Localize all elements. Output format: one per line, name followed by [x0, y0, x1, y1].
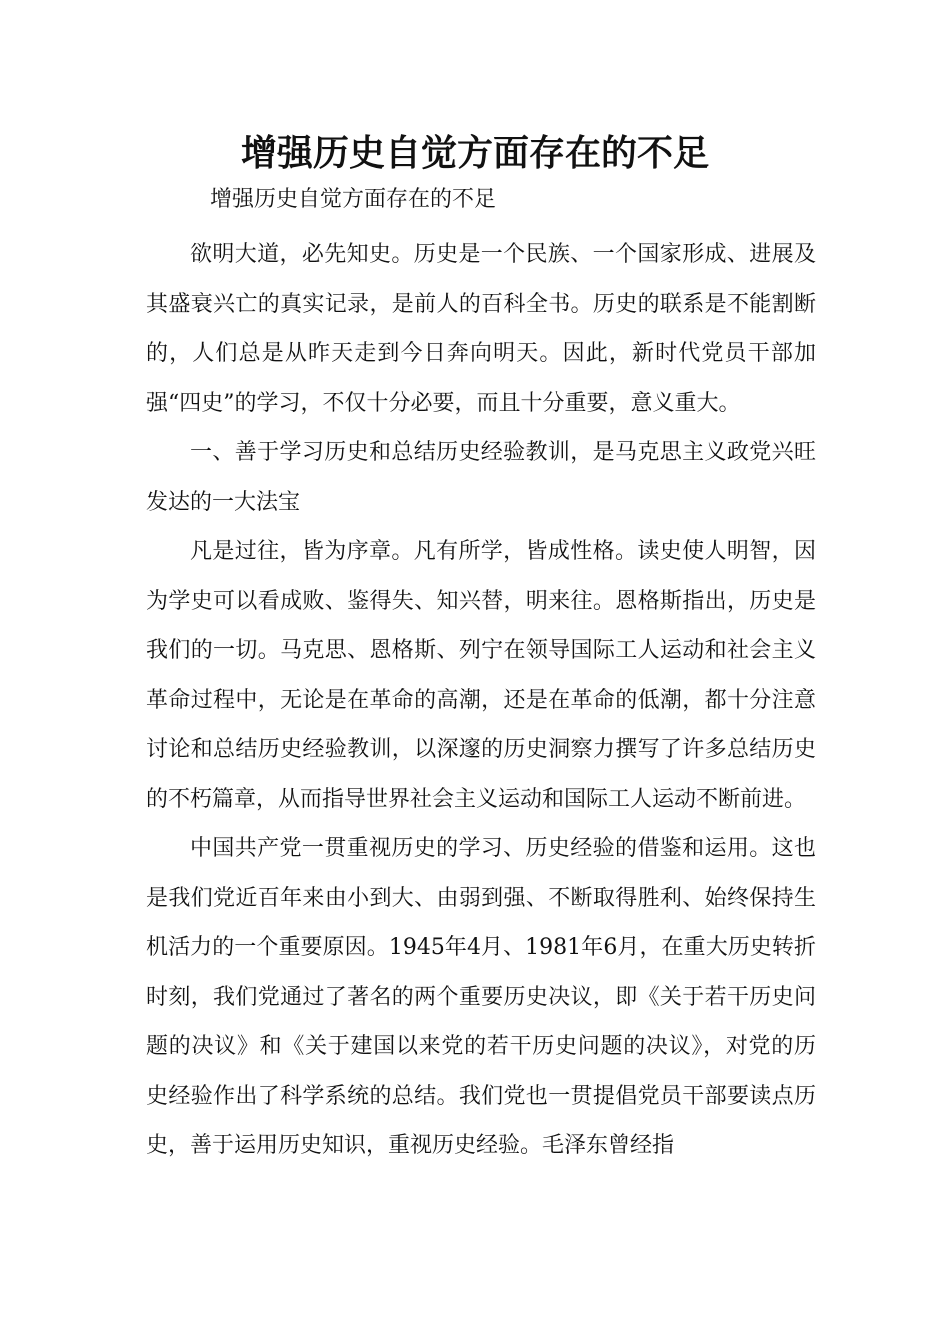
paragraph-intro: 欲明大道，必先知史。历史是一个民族、一个国家形成、进展及其盛衰兴亡的真实记录，是前人的百科全书。历史的联系是不能割断的，人们总是从昨天走到今日奔向明天。因此，新时代党员干部加强“四史”的学习，不仅十分必要，而且十分重要，意义重大。 [146, 242, 816, 416]
document-title: 增强历史自觉方面存在的不足 [240, 133, 709, 174]
section-heading-1: 一、善于学习历史和总结历史经验教训，是马克思主义政党兴旺发达的一大法宝 [146, 440, 816, 515]
document-subtitle: 增强历史自觉方面存在的不足 [210, 187, 497, 212]
paragraph-marxism: 凡是过往，皆为序章。凡有所学，皆成性格。读史使人明智，因为学史可以看成败、鉴得失、知兴替，明来往。恩格斯指出，历史是我们的一切。马克思、恩格斯、列宁在领导国际工人运动和社会主义革命过程中，无论是在革命的高潮，还是在革命的低潮，都十分注意讨论和总结历史经验教训，以深邃的历史洞察力撰写了许多总结历史的不朽篇章，从而指导世界社会主义运动和国际工人运动不断前进。 [146, 539, 816, 812]
document-body [146, 230, 816, 1171]
paragraph-party-history: 中国共产党一贯重视历史的学习、历史经验的借鉴和运用。这也是我们党近百年来由小到大、由弱到强、不断取得胜利、始终保持生机活力的一个重要原因。1945年4月、1981年6月，在重大历史转折时刻，我们党通过了著名的两个重要历史决议，即《关于若干历史问题的决议》和《关于建国以来党的若干历史问题的决议》，对党的历史经验作出了科学系统的总结。我们党也一贯提倡党员干部要读点历史，善于运用历史知识，重视历史经验。毛泽东曾经指 [146, 836, 816, 1158]
